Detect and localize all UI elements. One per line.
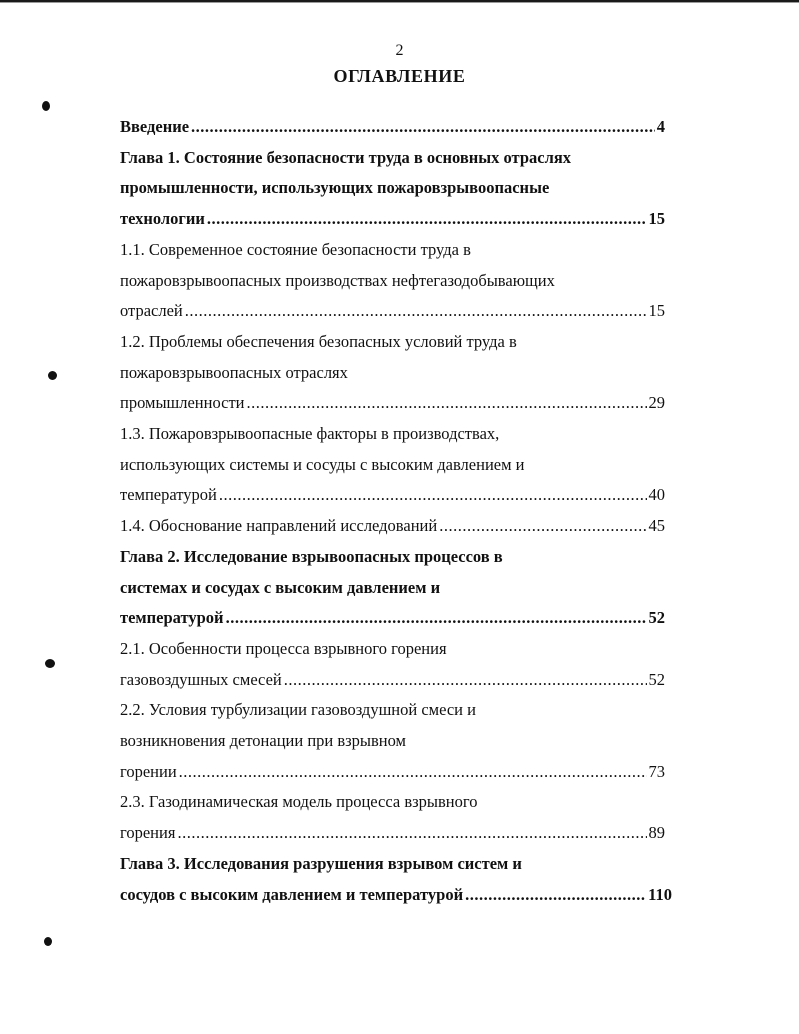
toc-entry-label: 1.1. Современное состояние безопасности труда в bbox=[120, 239, 471, 259]
toc-entry-text bbox=[120, 423, 499, 445]
toc-entry-label: 1.3. Пожаровзрывоопасные факторы в производствах, bbox=[120, 424, 500, 443]
toc-entry-label: промышленности bbox=[120, 393, 245, 413]
toc-entry bbox=[120, 392, 665, 414]
toc-page-number: 45 bbox=[648, 516, 665, 536]
toc-entry-label: 1.2. Проблемы обеспечения безопасных условий труда в bbox=[120, 331, 517, 351]
toc-page-number: 52 bbox=[648, 669, 665, 689]
dot-leader bbox=[219, 484, 647, 506]
toc-page-number: 89 bbox=[648, 823, 665, 843]
toc-entry-label: Глава 1. Состояние безопасности труда в основных отраслях bbox=[120, 147, 572, 167]
toc-entry bbox=[120, 300, 665, 322]
toc-page-number: 15 bbox=[648, 301, 665, 321]
toc-entry-label: 1.4. Обоснование направлений исследований bbox=[120, 516, 438, 536]
toc-entry-text bbox=[120, 454, 525, 476]
dot-leader bbox=[177, 822, 646, 844]
toc-page-number: 52 bbox=[648, 608, 665, 628]
toc-entry-text bbox=[120, 362, 348, 384]
toc-page-number: 29 bbox=[648, 393, 665, 413]
toc-page-number: 73 bbox=[648, 761, 665, 781]
toc-entry-label: пожаровзрывоопасных отраслях bbox=[120, 362, 348, 382]
toc-entry bbox=[120, 822, 665, 844]
toc-entry-text bbox=[120, 270, 555, 292]
toc-entry-text bbox=[120, 331, 517, 353]
toc-entry-text bbox=[120, 546, 503, 568]
toc-entry-label: промышленности, использующих пожаровзрывоопасные bbox=[120, 178, 550, 198]
toc-entry-label: технологии bbox=[120, 209, 205, 229]
dot-leader bbox=[207, 208, 647, 230]
toc-entry-label: горения bbox=[120, 823, 176, 843]
toc-entry-text bbox=[120, 177, 549, 199]
scan-speck-3 bbox=[45, 659, 55, 668]
toc-entry-text bbox=[120, 239, 471, 261]
scan-speck-2 bbox=[48, 371, 57, 380]
toc-entry-label: системах и сосудах с высоким давлением и bbox=[120, 577, 441, 597]
toc-entry-text bbox=[120, 791, 477, 813]
toc-entry bbox=[120, 669, 665, 691]
toc-page-number: 4 bbox=[656, 117, 665, 136]
toc-entry-label: отраслей bbox=[120, 301, 183, 321]
toc-entry-label: 2.3. Газодинамическая модель процесса взрывного bbox=[120, 792, 478, 812]
toc-entry bbox=[120, 208, 665, 230]
dot-leader bbox=[185, 300, 647, 322]
toc-entry bbox=[120, 484, 665, 506]
toc-entry-label: возникновения детонации при взрывном bbox=[120, 731, 407, 750]
toc-entry-label: 2.2. Условия турбулизации газовоздушной смеси и bbox=[120, 700, 476, 720]
dot-leader bbox=[465, 884, 646, 906]
toc-page-number: 15 bbox=[648, 209, 665, 229]
toc-entry bbox=[120, 761, 665, 783]
dot-leader bbox=[439, 515, 646, 537]
toc-entry-label: пожаровзрывоопасных производствах нефтегазодобывающих bbox=[120, 270, 555, 290]
toc-page-number: 110 bbox=[648, 884, 672, 904]
toc-entry-text bbox=[120, 147, 571, 169]
toc-entry bbox=[120, 607, 665, 629]
toc-entry-label: газовоздушных смесей bbox=[120, 669, 282, 689]
toc-entry-label: 2.1. Особенности процесса взрывного горения bbox=[120, 638, 447, 658]
toc-entry-text bbox=[120, 699, 476, 721]
toc-entry bbox=[120, 884, 672, 906]
toc-entry-label: использующих системы и сосуды с высоким давлением и bbox=[120, 454, 525, 474]
toc-entry-label: температурой bbox=[120, 608, 224, 628]
toc-entry-text bbox=[120, 638, 447, 660]
toc-entry bbox=[120, 515, 665, 537]
scan-speck-1 bbox=[42, 101, 50, 111]
scan-speck-4 bbox=[44, 937, 52, 946]
toc-title: ОГЛАВЛЕНИЕ bbox=[333, 66, 466, 86]
toc-entry-label: Глава 3. Исследования разрушения взрывом систем и bbox=[120, 853, 522, 873]
toc-page-number: 40 bbox=[648, 485, 665, 505]
toc-entry-text bbox=[120, 853, 522, 875]
scan-border bbox=[0, 0, 799, 6]
toc-entry-label: Глава 2. Исследование взрывоопасных процессов в bbox=[120, 546, 503, 566]
toc-entry-label: сосудов с высоким давлением и температурой bbox=[120, 884, 464, 904]
dot-leader bbox=[284, 669, 647, 691]
toc-entry-label: горении bbox=[120, 761, 177, 781]
toc-entry-label: температурой bbox=[120, 485, 217, 505]
dot-leader bbox=[247, 392, 647, 414]
page-number: 2 bbox=[395, 42, 404, 59]
toc-entry-label: Введение bbox=[120, 117, 190, 136]
dot-leader bbox=[191, 116, 655, 138]
dot-leader bbox=[226, 607, 647, 629]
dot-leader bbox=[179, 761, 647, 783]
toc-entry-text bbox=[120, 730, 406, 752]
toc-entry bbox=[120, 116, 665, 138]
toc-entry-text bbox=[120, 577, 440, 599]
